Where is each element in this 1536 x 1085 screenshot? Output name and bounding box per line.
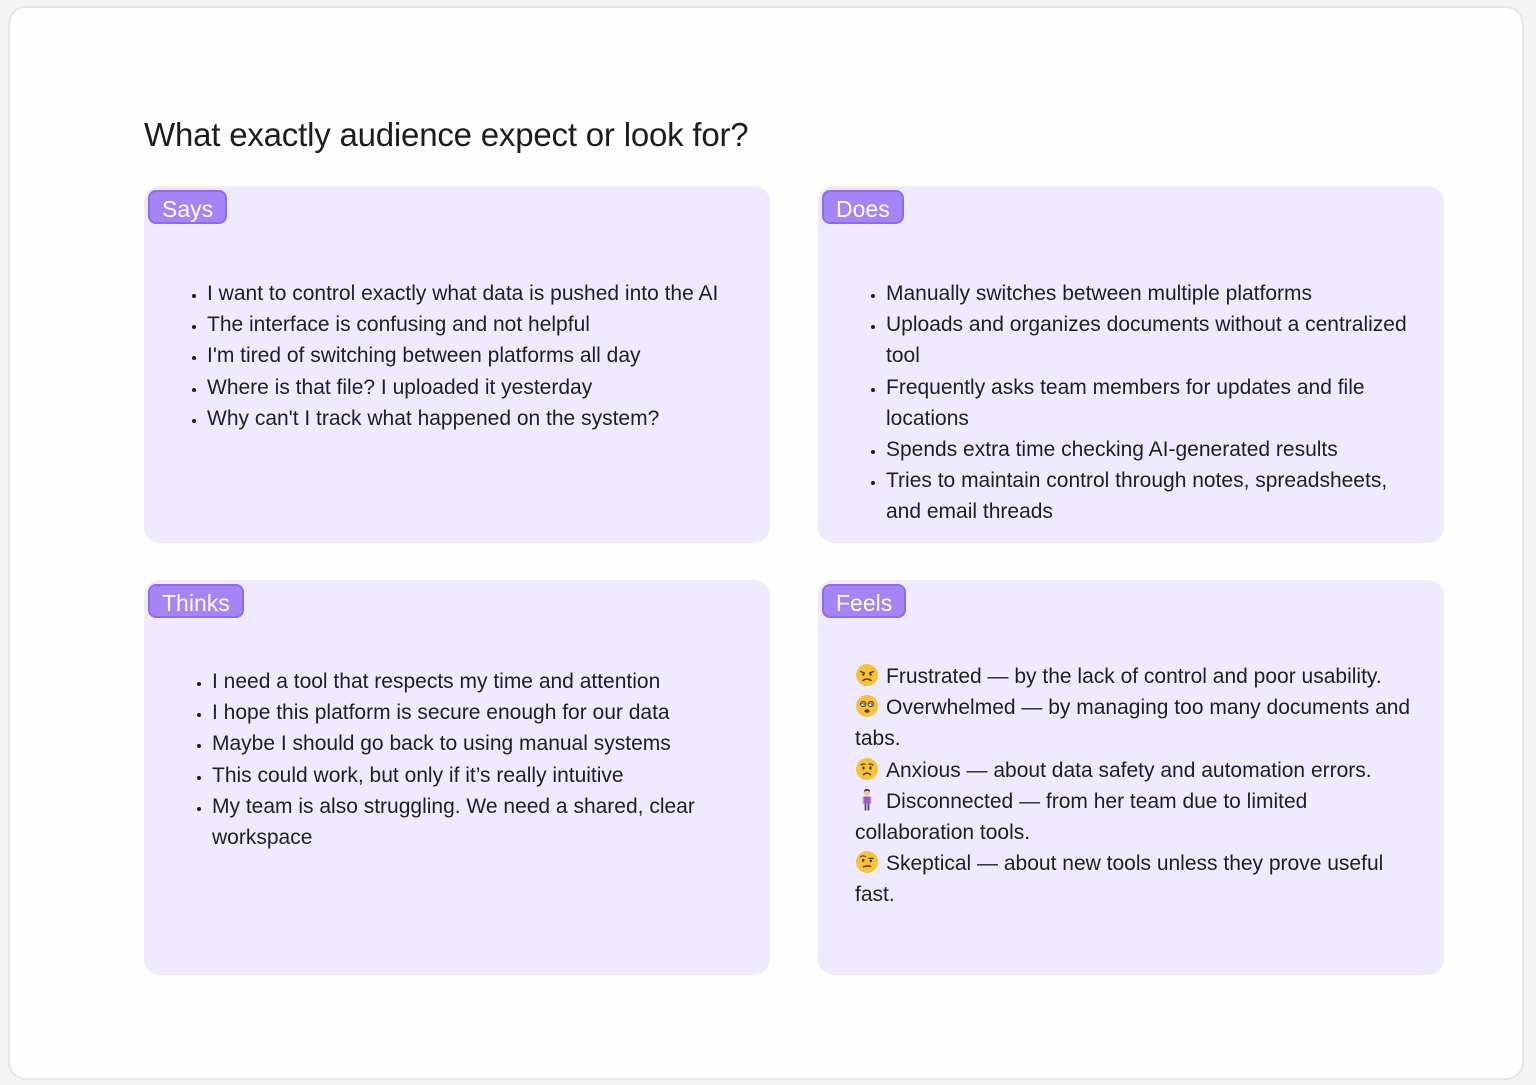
feels-card: [818, 580, 1444, 975]
list-item: • I want to control exactly what data is pushed into the AI: [207, 278, 727, 309]
worried-face-icon: [855, 757, 879, 781]
list-item: • My team is also struggling. We need a shared, clear workspace: [212, 791, 742, 853]
thinks-tag: Thinks: [148, 584, 244, 618]
feeling-item: [855, 755, 1420, 786]
feeling-text: Disconnected — from her team due to limited collaboration tools.: [855, 789, 1308, 845]
says-card: [144, 186, 770, 543]
feeling-item: [855, 848, 1420, 910]
list-item: • Maybe I should go back to using manual systems: [212, 728, 742, 759]
feeling-item: [855, 692, 1420, 754]
page-title: What exactly audience expect or look for?: [144, 116, 749, 153]
feels-tag: Feels: [822, 584, 906, 618]
list-item: • This could work, but only if it’s really intuitive: [212, 760, 742, 791]
frustrated-face-icon: [855, 663, 879, 687]
skeptical-face-icon: [855, 850, 879, 874]
feeling-text: Frustrated — by the lack of control and poor usability.: [886, 665, 1382, 688]
list-item: • I need a tool that respects my time and attention: [212, 666, 742, 697]
list-item: • Spends extra time checking AI-generated results: [886, 434, 1416, 465]
thinks-list: [184, 666, 742, 853]
list-item: • Frequently asks team members for updates and file locations: [886, 372, 1416, 434]
says-list: [179, 278, 727, 434]
feeling-text: Anxious — about data safety and automation errors.: [886, 758, 1372, 782]
list-item: • Why can't I track what happened on the system?: [207, 403, 727, 434]
list-item: • Tries to maintain control through notes, spreadsheets, and email threads: [886, 465, 1416, 527]
canvas-frame: [8, 6, 1524, 1080]
dizzy-face-icon: [855, 694, 879, 718]
feeling-item: [855, 786, 1420, 848]
list-item: • Where is that file? I uploaded it yesterday: [207, 372, 727, 403]
standing-woman-icon: [855, 788, 879, 812]
feeling-text: Overwhelmed — by managing too many documents and tabs.: [855, 696, 1411, 751]
feeling-item: [855, 661, 1420, 692]
list-item: • I'm tired of switching between platforms all day: [207, 340, 727, 371]
thinks-card: [144, 580, 770, 975]
feels-list: [855, 661, 1420, 911]
list-item: • The interface is confusing and not helpful: [207, 309, 727, 340]
does-list: [858, 278, 1416, 528]
list-item: • Manually switches between multiple platforms: [886, 278, 1416, 309]
does-tag: Does: [822, 190, 904, 224]
list-item: • I hope this platform is secure enough for our data: [212, 697, 742, 728]
does-card: [818, 186, 1444, 543]
says-tag: Says: [148, 190, 227, 224]
feeling-text: Skeptical — about new tools unless they prove useful fast.: [855, 852, 1384, 907]
list-item: • Uploads and organizes documents without a centralized tool: [886, 309, 1416, 371]
